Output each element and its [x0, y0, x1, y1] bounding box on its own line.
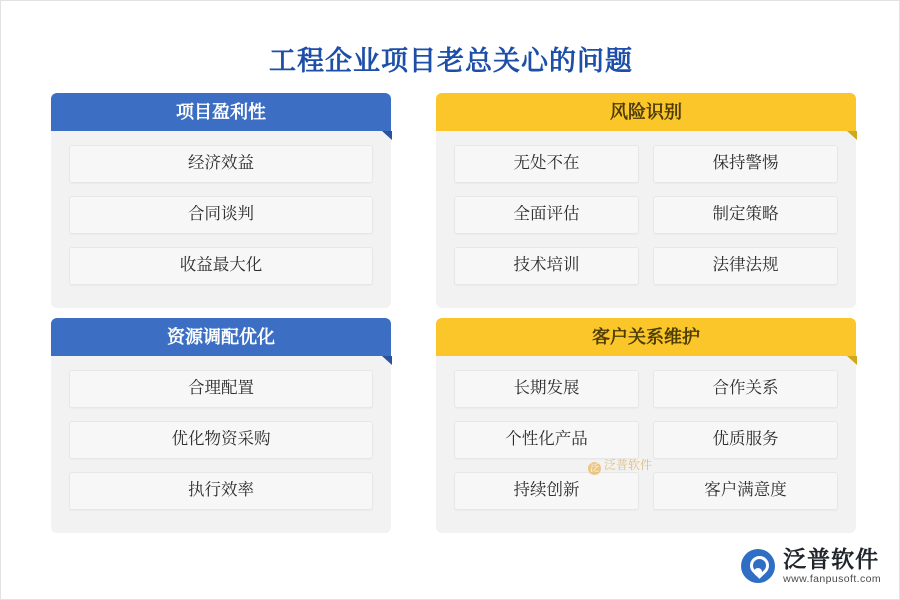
- list-item[interactable]: 无处不在: [454, 145, 639, 183]
- list-item[interactable]: 执行效率: [69, 472, 373, 510]
- panel-customer-relationship: [436, 318, 856, 533]
- list-item[interactable]: 优化物资采购: [69, 421, 373, 459]
- panel-header: 资源调配优化: [51, 318, 391, 356]
- panel-risk-identification: [436, 93, 856, 308]
- page-title: 工程企业项目老总关心的问题: [269, 46, 633, 76]
- list-item[interactable]: 收益最大化: [69, 247, 373, 285]
- panel-resource-allocation: [51, 318, 391, 533]
- panel-header: 项目盈利性: [51, 93, 391, 131]
- watermark-logo-icon: 泛: [589, 463, 599, 473]
- list-item[interactable]: 长期发展: [454, 370, 639, 408]
- list-item[interactable]: 保持警惕: [653, 145, 838, 183]
- list-item[interactable]: 经济效益: [69, 145, 373, 183]
- panel-items: [51, 131, 391, 285]
- brand-name: 泛普软件: [783, 546, 880, 572]
- inner-watermark-label: 泛普软件: [604, 458, 653, 472]
- brand-logo: [741, 548, 881, 585]
- list-item[interactable]: 制定策略: [653, 196, 838, 234]
- panel-grid: [51, 93, 856, 533]
- list-item[interactable]: 合理配置: [69, 370, 373, 408]
- brand-url: www.fanpusoft.com: [783, 572, 881, 585]
- panel-header: 风险识别: [436, 93, 856, 131]
- panel-header: 客户关系维护: [436, 318, 856, 356]
- list-item[interactable]: 合同谈判: [69, 196, 373, 234]
- list-item[interactable]: 个性化产品: [454, 421, 639, 459]
- brand-text: [783, 548, 881, 585]
- list-item[interactable]: 全面评估: [454, 196, 639, 234]
- list-item[interactable]: 优质服务: [653, 421, 838, 459]
- list-item[interactable]: 合作关系: [653, 370, 838, 408]
- list-item[interactable]: 客户满意度: [653, 472, 838, 510]
- list-item[interactable]: 法律法规: [653, 247, 838, 285]
- brand-mark-icon: [741, 549, 775, 583]
- list-item[interactable]: 技术培训: [454, 247, 639, 285]
- panel-items: [436, 131, 856, 285]
- list-item[interactable]: 持续创新: [454, 472, 639, 510]
- panel-project-profitability: [51, 93, 391, 308]
- panel-items: [436, 356, 856, 510]
- panel-items: [51, 356, 391, 510]
